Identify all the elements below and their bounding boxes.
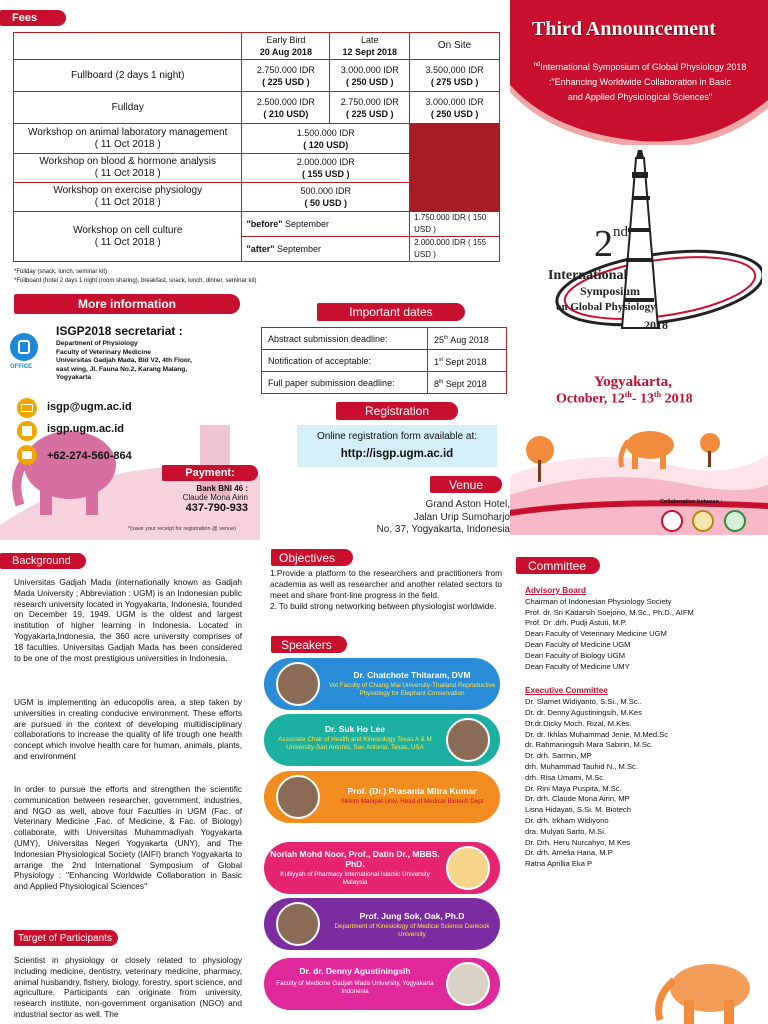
committee-member: Dr. drh. Irkham Widiyono	[525, 815, 609, 825]
more-info-title: More information	[14, 294, 240, 314]
committee-member: Dr. drh. Amelia Hana, M.P	[525, 848, 613, 858]
committee-list: Advisory Board Chairman of Indonesian Physiology Society Prof. dr. Sri Kadarsih Soejono, M.Sc., Ph.D., AIFM Prof. Dr .drh. Pudji Astuti, M.P. Dean Faculty of Veterinary Medicine UGM Dean Faculty of Medicine UGM Dean Faculty of Biology UGM Dean Faculty of Medicine UMY Executive Committee Dr. Slamet Widiyanto, S.Si., M.Sc.. Dr. dr. Denny Agustiningsih, M.Kes Dr.dr.Dicky Moch. Rizal, M.Kes. Dr. dr. Ikhlas Muhammad Jenie, M.Med.Sc dr. Rahmaningsih Mara Sabirin, M.Sc. Dr. drh. Sarmin, MP drh. Muhammad Tauhid N., M.Sc. drh. Risa Umami, M.Sc. Dr. Rini Maya Puspita, M.Sc. Dr. drh. Claude Mona Airin, MP Lisna Hidayati, S.Si. M. Biotech Dr. drh. Irkham Widiyono dra. Mulyati Sarto, M.Si. Dr. Drh. Heru Nurcahyo, M.Kes Dr. drh. Amelia Hana, M.P Ratna Aprillia Eka P	[525, 586, 765, 870]
committee-member: Dr. dr. Ikhlas Muhammad Jenie, M.Med.Sc	[525, 729, 669, 739]
target-text: Scientist in physiology or closely related to physiology including medicine, dentistry, veterinary medicine, pharmacy, animal husbandry, fishery, biology, forestry, sport science, and agriculture. Participants can originate from university, research institute, non-government organisation (NGO) and industrial sector as well. The	[14, 955, 242, 1019]
logo-year: 2018	[644, 318, 668, 332]
speakers-title: Speakers	[271, 636, 347, 653]
speaker-photo	[276, 662, 320, 706]
committee-member: Prof. Dr .drh. Pudji Astuti, M.P.	[525, 618, 627, 628]
speaker-card: Dr. Suk Ho Lee Associate Chair of Health and Kinesiology Texas A & M University-San Antonio, San Antonio, Texas, USA	[264, 714, 500, 766]
speaker-card: Prof. (Dr.) Prasanta Mitra Kumar Sikkim Manipal Univ. Head of Medical Biotech Dept	[264, 771, 500, 823]
committee-member: Dr. Slamet Widiyanto, S.Si., M.Sc..	[525, 697, 642, 707]
partner-logo-3	[724, 510, 746, 532]
committee-member: Dean Faculty of Medicine UMY	[525, 661, 630, 671]
onsite-header: On Site	[410, 33, 500, 60]
committee-member: Chairman of Indonesian Physiology Society	[525, 596, 672, 606]
payment-title: Payment:	[162, 465, 258, 481]
objectives-p1: 1.Provide a platform to the researchers and practitioners from academia as well as researcher and another related sectors to meet and share front-line progress in the field.	[270, 568, 502, 600]
partner-logo-1	[661, 510, 683, 532]
speaker-photo	[276, 902, 320, 946]
background-p2: UGM is implementing an educopolis area, a step taken by universities in creating conducive environment. These efforts are pursued in the context of developing multidisciplinary collaborations to increase the quality of life trough one health concept which involve health care for human, animals, plants, and environment	[14, 697, 242, 761]
committee-member: drh. Muhammad Tauhid N., M.Sc.	[525, 761, 638, 771]
fees-note-fullboard: *Fullboard (hotel 2 days 1 night (room sharing), breakfast, snack, lunch, dinner, seminar kit)	[14, 278, 257, 284]
email-icon	[17, 398, 37, 418]
fullboard-label: Fullboard (2 days 1 night)	[14, 60, 242, 92]
committee-member: Lisna Hidayati, S.Si. M. Biotech	[525, 805, 631, 815]
announcement-title: Third Announcement	[532, 18, 716, 40]
workshop-blood-label: Workshop on blood & hormone analysis ( 11 Oct 2018 )	[14, 154, 242, 183]
committee-member: Dr. Rini Maya Puspita, M.Sc.	[525, 783, 622, 793]
workshop-cell-label: Workshop on cell culture ( 11 Oct 2018 )	[14, 212, 242, 262]
committee-title: Committee	[516, 557, 600, 574]
speaker-card: Dr. Chatchote Thitaram, DVM Vet Faculty of Chiang Mai University-Thailand Reproductive Physiology for Elephant Conservation	[264, 658, 500, 710]
workshop-exercise-label: Workshop on exercise physiology ( 11 Oct 2018 )	[14, 183, 242, 212]
objectives-title: Objectives	[271, 549, 353, 566]
important-dates-table: Abstract submission deadline: 25th Aug 2018 Notification of acceptable: 1st Sept 2018 Full paper submission deadline: 8th Sept 2018	[261, 327, 507, 394]
secretariat-address: Department of Physiology Faculty of Veterinary Medicine Universitas Gadjah Mada, Bld V2, 4th Floor, east wing, Jl. Fauna No.2, Karang Malang, Yogyakarta	[56, 340, 192, 382]
committee-member: dra. Mulyati Sarto, M.Si.	[525, 826, 607, 836]
office-label: OFFICE	[10, 364, 32, 370]
background-title: Background	[0, 553, 86, 569]
office-icon	[10, 333, 38, 361]
logo-symposium: Symposium	[580, 284, 641, 298]
registration-title: Registration	[336, 402, 458, 420]
committee-member: Dr. dr. Denny Agustiningsih, M.Kes	[525, 707, 642, 717]
phone-icon	[17, 445, 37, 465]
venue-address: Grand Aston Hotel, Jalan Urip Sumoharjo No. 37, Yogyakarta, Indonesia	[376, 499, 510, 535]
email-text[interactable]: isgp@ugm.ac.id	[47, 401, 132, 413]
committee-member: Dr. drh. Sarmin, MP	[525, 751, 592, 761]
home-icon	[17, 421, 37, 441]
background-p1: Universitas Gadjah Mada (internationally known as Gadjah Mada University ; Abbreviation : UGM) is an Indonesian public research university located in Yogyakarta, Indonesia, founded on December 19, 1949. UGM is the oldest and largest institution of higher learning in Indonesia. Located in Yogyakarta,Indonesia, the 360 acre university comprises of 18 faculties. Universitas Gadjah Mada has been considered to be one of the most prestigious universities in Indonesia.	[14, 577, 242, 663]
committee-member: Dr.dr.Dicky Moch. Rizal, M.Kes.	[525, 718, 632, 728]
payment-note: *(save your receipt for registration @ venue)	[128, 526, 236, 532]
committee-member: Dean Faculty of Biology UGM	[525, 650, 626, 660]
fees-table: Early Bird 20 Aug 2018 Late 12 Sept 2018 On Site Fullboard (2 days 1 night) 2.750.000 IDR ( 225 USD ) 3.000.000 IDR ( 250 USD ) 3.500.000 IDR ( 275 USD ) Fullday 2.500.000 IDR ( 210 USD) 2.750.000 IDR ( 225 USD ) 3.000.000 IDR ( 250 USD ) Workshop on animal laboratory management ( 11 Oct 2018 ) 1.500.000 IDR ( 120 USD) Workshop on blood & hormone analysis ( 11 Oct 2018 ) 2.000.000 IDR ( 155 USD ) Workshop on exercise physiology ( 11 Oct 2018 ) 500.000 IDR ( 50 USD ) Workshop on cell culture ( 11 Oct 2018 ) "before" September 1.750.000 IDR ( 150 USD ) "after" September 2.000.000 IDR ( 155 USD )	[13, 32, 500, 262]
collaboration-label: Collaboration between :	[660, 499, 723, 505]
committee-member: Dr. Drh. Heru Nurcahyo, M.Kes	[525, 837, 631, 847]
logo-global-physiology: on Global Physiology	[556, 301, 656, 313]
background-p3: In order to pursue the efforts and strengthen the scientific communication between researcher, government, industries, and NGO as well, above four Faculties in UGM (Fac. of Veterinary Medicine ,Fac. of Medicine, & Fac. of Biology) collaborate, with Universitas Muhammadiyah Yogyakarta (UMY), Universitas Negeri Yogyakarta (UNY), and The Indonesian Physiological Society (IAIFI) branch Yogyakarta to arrange the 2nd International Symposium of Global Physiology : "Enhancing Worldwide Collaboration in Basic and Applied Physiological Sciences"	[14, 784, 242, 892]
secretariat-title: ISGP2018 secretariat :	[56, 324, 183, 338]
speaker-photo	[446, 846, 490, 890]
speaker-card: Prof. Jung Sok, Oak, Ph.D Department of Kinesiology of Medical Science Dankook University	[264, 898, 500, 950]
partner-logo-2	[692, 510, 714, 532]
registration-box: Online registration form available at: http://isgp.ugm.ac.id	[297, 425, 497, 467]
committee-member: Dr. drh. Claude Mona Airin, MP	[525, 794, 630, 804]
committee-member: Prof. dr. Sri Kadarsih Soejono, M.Sc., Ph.D., AIFM	[525, 607, 694, 617]
venue-title: Venue	[430, 476, 502, 493]
logo-number: 2nd	[594, 223, 628, 265]
elephant-decoration-bottom	[620, 950, 768, 1024]
symposium-subtitle: $^{nd}$International Symposium of Global Physiology 2018 :"Enhancing Worldwide Collaboration in Basic and Applied Physiological Sciences"	[533, 62, 747, 102]
event-city: Yogyakarta,	[594, 374, 672, 390]
speaker-photo	[446, 718, 490, 762]
phone-text[interactable]: +62-274-560-864	[47, 450, 132, 462]
committee-member: drh. Risa Umami, M.Sc.	[525, 772, 606, 782]
fees-note-fullday: *Fullday (snack, lunch, seminar kit)	[14, 269, 108, 275]
important-dates-title: Important dates	[317, 303, 465, 321]
target-title: Target of Participants	[14, 930, 118, 946]
logo-international: International	[548, 268, 628, 283]
workshop-animal-label: Workshop on animal laboratory management ( 11 Oct 2018 )	[14, 124, 242, 154]
speaker-photo	[446, 962, 490, 1006]
objectives-p2: 2. To build strong networking between physiologist worldwide.	[270, 601, 497, 611]
speaker-photo	[276, 775, 320, 819]
event-date: October, 12th- 13th 2018	[556, 390, 693, 407]
speaker-card: Noriah Mohd Noor, Prof., Datin Dr., MBBS. PhD. Kulliyyah of Pharmacy International Islamic University Malaysia	[264, 842, 500, 894]
website-text[interactable]: isgp.ugm.ac.id	[47, 423, 125, 435]
speaker-card: Dr. dr. Denny Agustiningsih Faculty of Medicine Gadjah Mada University, Yogyakarta Indonesia	[264, 958, 500, 1010]
committee-member: Ratna Aprillia Eka P	[525, 859, 593, 869]
late-header: Late 12 Sept 2018	[330, 33, 410, 60]
fees-title: Fees	[0, 10, 66, 26]
early-bird-header: Early Bird 20 Aug 2018	[242, 33, 330, 60]
committee-member: Dean Faculty of Medicine UGM	[525, 639, 631, 649]
payment-details: Bank BNI 46 : Claude Mona Airin 437-790-933	[182, 484, 248, 514]
registration-url[interactable]: http://isgp.ugm.ac.id	[340, 448, 454, 460]
committee-member: Dean Faculty of Veterinary Medicine UGM	[525, 629, 667, 639]
committee-member: dr. Rahmaningsih Mara Sabirin, M.Sc.	[525, 740, 653, 750]
fullday-label: Fullday	[14, 92, 242, 124]
